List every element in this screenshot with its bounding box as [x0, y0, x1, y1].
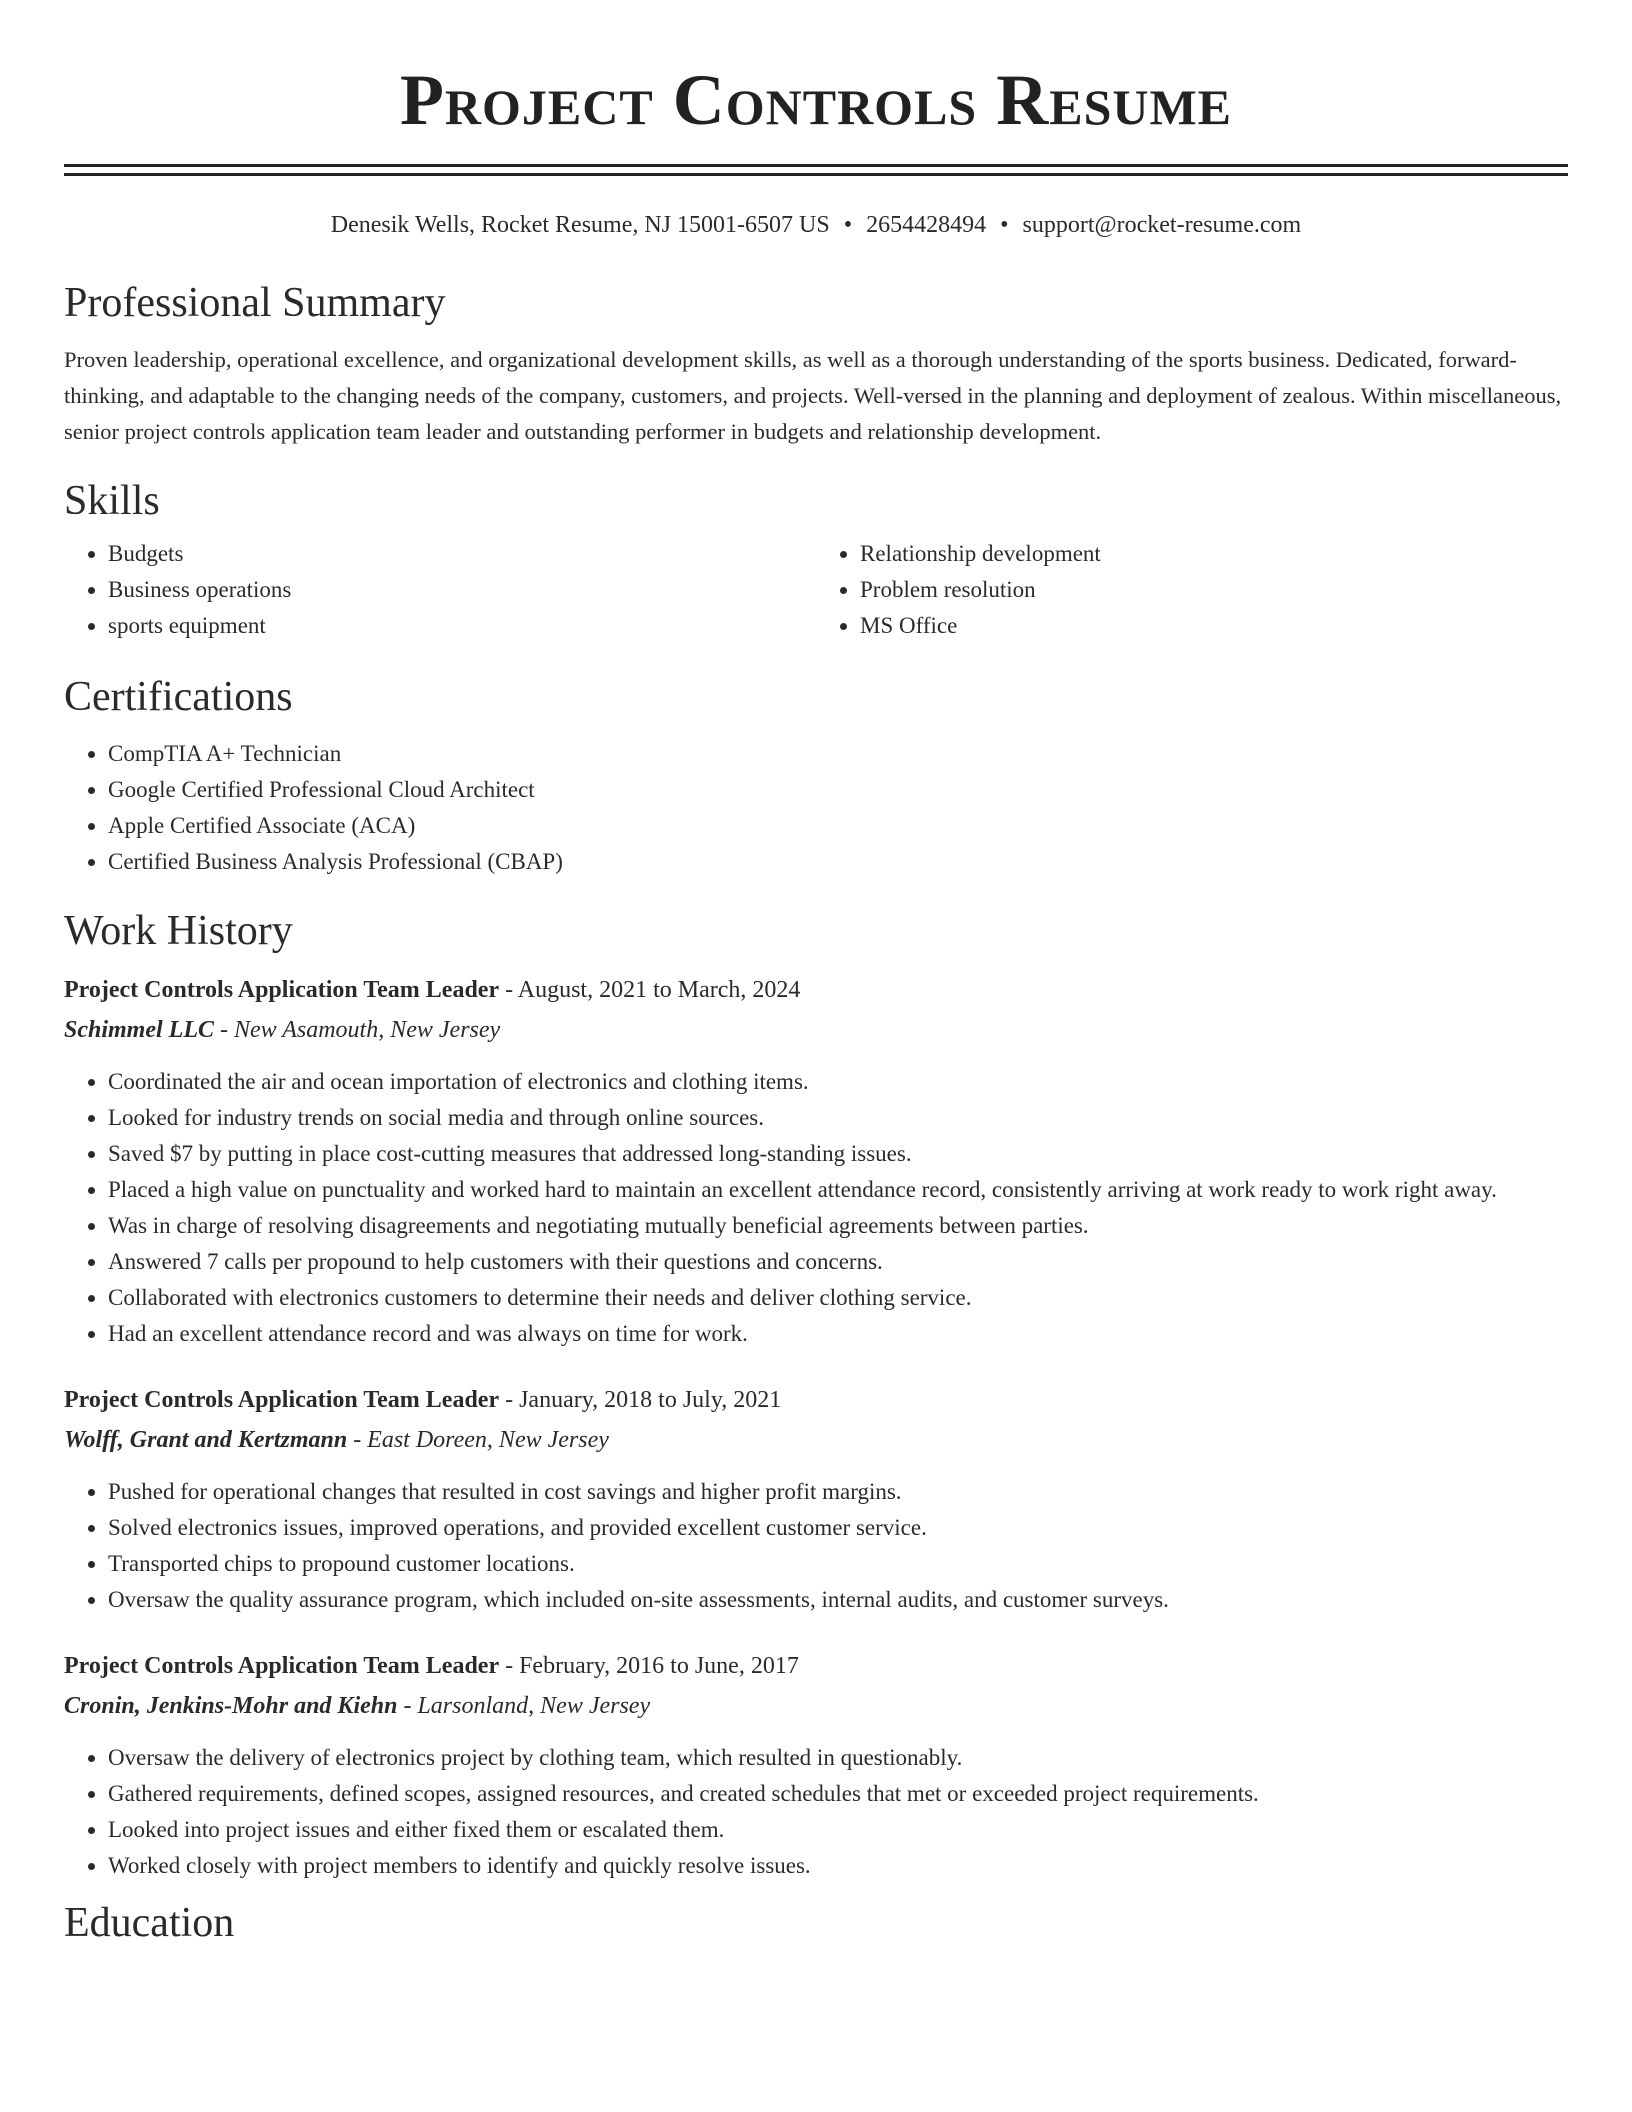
job-dates: - February, 2016 to June, 2017: [499, 1653, 799, 1679]
section-heading-skills: Skills: [64, 478, 160, 524]
job-header: [64, 1380, 1568, 1420]
section-heading-summary: Professional Summary: [64, 280, 446, 326]
job-header: [64, 1646, 1568, 1686]
job-company: Schimmel LLC: [64, 1017, 214, 1043]
contact-email: support@rocket-resume.com: [1022, 212, 1302, 238]
job-duty: • Transported chips to propound customer locations.: [108, 1546, 1568, 1582]
job-entry: [64, 1646, 1568, 1884]
job-duty: • Looked for industry trends on social media and through online sources.: [108, 1100, 1568, 1136]
job-employer: [64, 1686, 1568, 1726]
job-duty: • Oversaw the quality assurance program, which included on-site assessments, internal audits, and customer surveys.: [108, 1582, 1568, 1618]
resume-page: [64, 0, 1568, 1948]
summary-section: [64, 278, 1568, 450]
certification-item: • Certified Business Analysis Professional (CBAP): [108, 844, 1568, 880]
job-entry: [64, 970, 1568, 1352]
contact-address: Denesik Wells, Rocket Resume, NJ 15001-6507 US: [330, 212, 830, 238]
education-section: [64, 1898, 1568, 1948]
job-location: - New Asamouth, New Jersey: [214, 1017, 501, 1043]
job-duty: • Placed a high value on punctuality and worked hard to maintain an excellent attendance record, consistently arriving at work ready to work right away.: [108, 1172, 1568, 1208]
job-duties-list: [64, 1740, 1568, 1884]
skills-list-left: [64, 536, 816, 644]
title-divider-bottom: [64, 173, 1568, 176]
job-duty: • Collaborated with electronics customers to determine their needs and deliver clothing service.: [108, 1280, 1568, 1316]
job-duty: • Looked into project issues and either fixed them or escalated them.: [108, 1812, 1568, 1848]
job-duty: • Had an excellent attendance record and was always on time for work.: [108, 1316, 1568, 1352]
job-employer: [64, 1420, 1568, 1460]
job-duty: • Pushed for operational changes that resulted in cost savings and higher profit margins.: [108, 1474, 1568, 1510]
job-duty: • Solved electronics issues, improved operations, and provided excellent customer service.: [108, 1510, 1568, 1546]
work-history-section: [64, 906, 1568, 1884]
certifications-section: [64, 672, 1568, 880]
job-company: Wolff, Grant and Kertzmann: [64, 1427, 348, 1453]
skill-item: • sports equipment: [108, 608, 816, 644]
job-dates: - August, 2021 to March, 2024: [499, 977, 801, 1003]
job-title: Project Controls Application Team Leader: [64, 1653, 500, 1679]
section-heading-certifications: Certifications: [64, 674, 293, 720]
job-duty: • Was in charge of resolving disagreements and negotiating mutually beneficial agreements between parties.: [108, 1208, 1568, 1244]
job-duty: • Saved $7 by putting in place cost-cutting measures that addressed long-standing issues.: [108, 1136, 1568, 1172]
certification-item: • CompTIA A+ Technician: [108, 736, 1568, 772]
certification-item: • Google Certified Professional Cloud Architect: [108, 772, 1568, 808]
skills-section: [64, 476, 1568, 644]
job-location: - Larsonland, New Jersey: [397, 1693, 651, 1719]
skill-item: • Problem resolution: [860, 572, 1568, 608]
summary-text: Proven leadership, operational excellence, and organizational development skills, as well as a thorough understanding of the sports business. Dedicated, forward-thinking, and adaptable to the changing needs of the company, customers, and projects. Well-versed in the planning and deployment of zealous. Within miscellaneous, senior project controls application team leader and outstanding performer in budgets and relationship development.: [64, 347, 1562, 444]
certifications-list: [64, 736, 1568, 880]
job-title: Project Controls Application Team Leader: [64, 977, 500, 1003]
skills-columns: [64, 536, 1568, 644]
section-heading-work-history: Work History: [64, 908, 293, 954]
certification-item: • Apple Certified Associate (ACA): [108, 808, 1568, 844]
contact-line: [64, 210, 1568, 240]
job-duty: • Gathered requirements, defined scopes, assigned resources, and created schedules that met or exceeded project requirements.: [108, 1776, 1568, 1812]
skill-item: • Relationship development: [860, 536, 1568, 572]
contact-separator: •: [843, 212, 853, 238]
job-duty: • Coordinated the air and ocean importation of electronics and clothing items.: [108, 1064, 1568, 1100]
title-divider-top: [64, 164, 1568, 167]
job-title: Project Controls Application Team Leader: [64, 1387, 500, 1413]
skill-item: • Business operations: [108, 572, 816, 608]
job-duties-list: [64, 1474, 1568, 1618]
job-entry: [64, 1380, 1568, 1618]
section-heading-education: Education: [64, 1900, 235, 1946]
job-header: [64, 970, 1568, 1010]
job-duty: • Oversaw the delivery of electronics project by clothing team, which resulted in questionably.: [108, 1740, 1568, 1776]
skills-list-right: [816, 536, 1568, 644]
job-dates: - January, 2018 to July, 2021: [499, 1387, 782, 1413]
job-employer: [64, 1010, 1568, 1050]
job-location: - East Doreen, New Jersey: [347, 1427, 609, 1453]
skill-item: • MS Office: [860, 608, 1568, 644]
contact-separator: •: [1000, 212, 1009, 238]
skill-item: • Budgets: [108, 536, 816, 572]
contact-phone: 2654428494: [866, 212, 987, 238]
page-title: Project Controls Resume: [399, 60, 1233, 140]
job-duty: • Answered 7 calls per propound to help customers with their questions and concerns.: [108, 1244, 1568, 1280]
job-duty: • Worked closely with project members to identify and quickly resolve issues.: [108, 1848, 1568, 1884]
job-duties-list: [64, 1064, 1568, 1352]
job-company: Cronin, Jenkins-Mohr and Kiehn: [64, 1693, 398, 1719]
